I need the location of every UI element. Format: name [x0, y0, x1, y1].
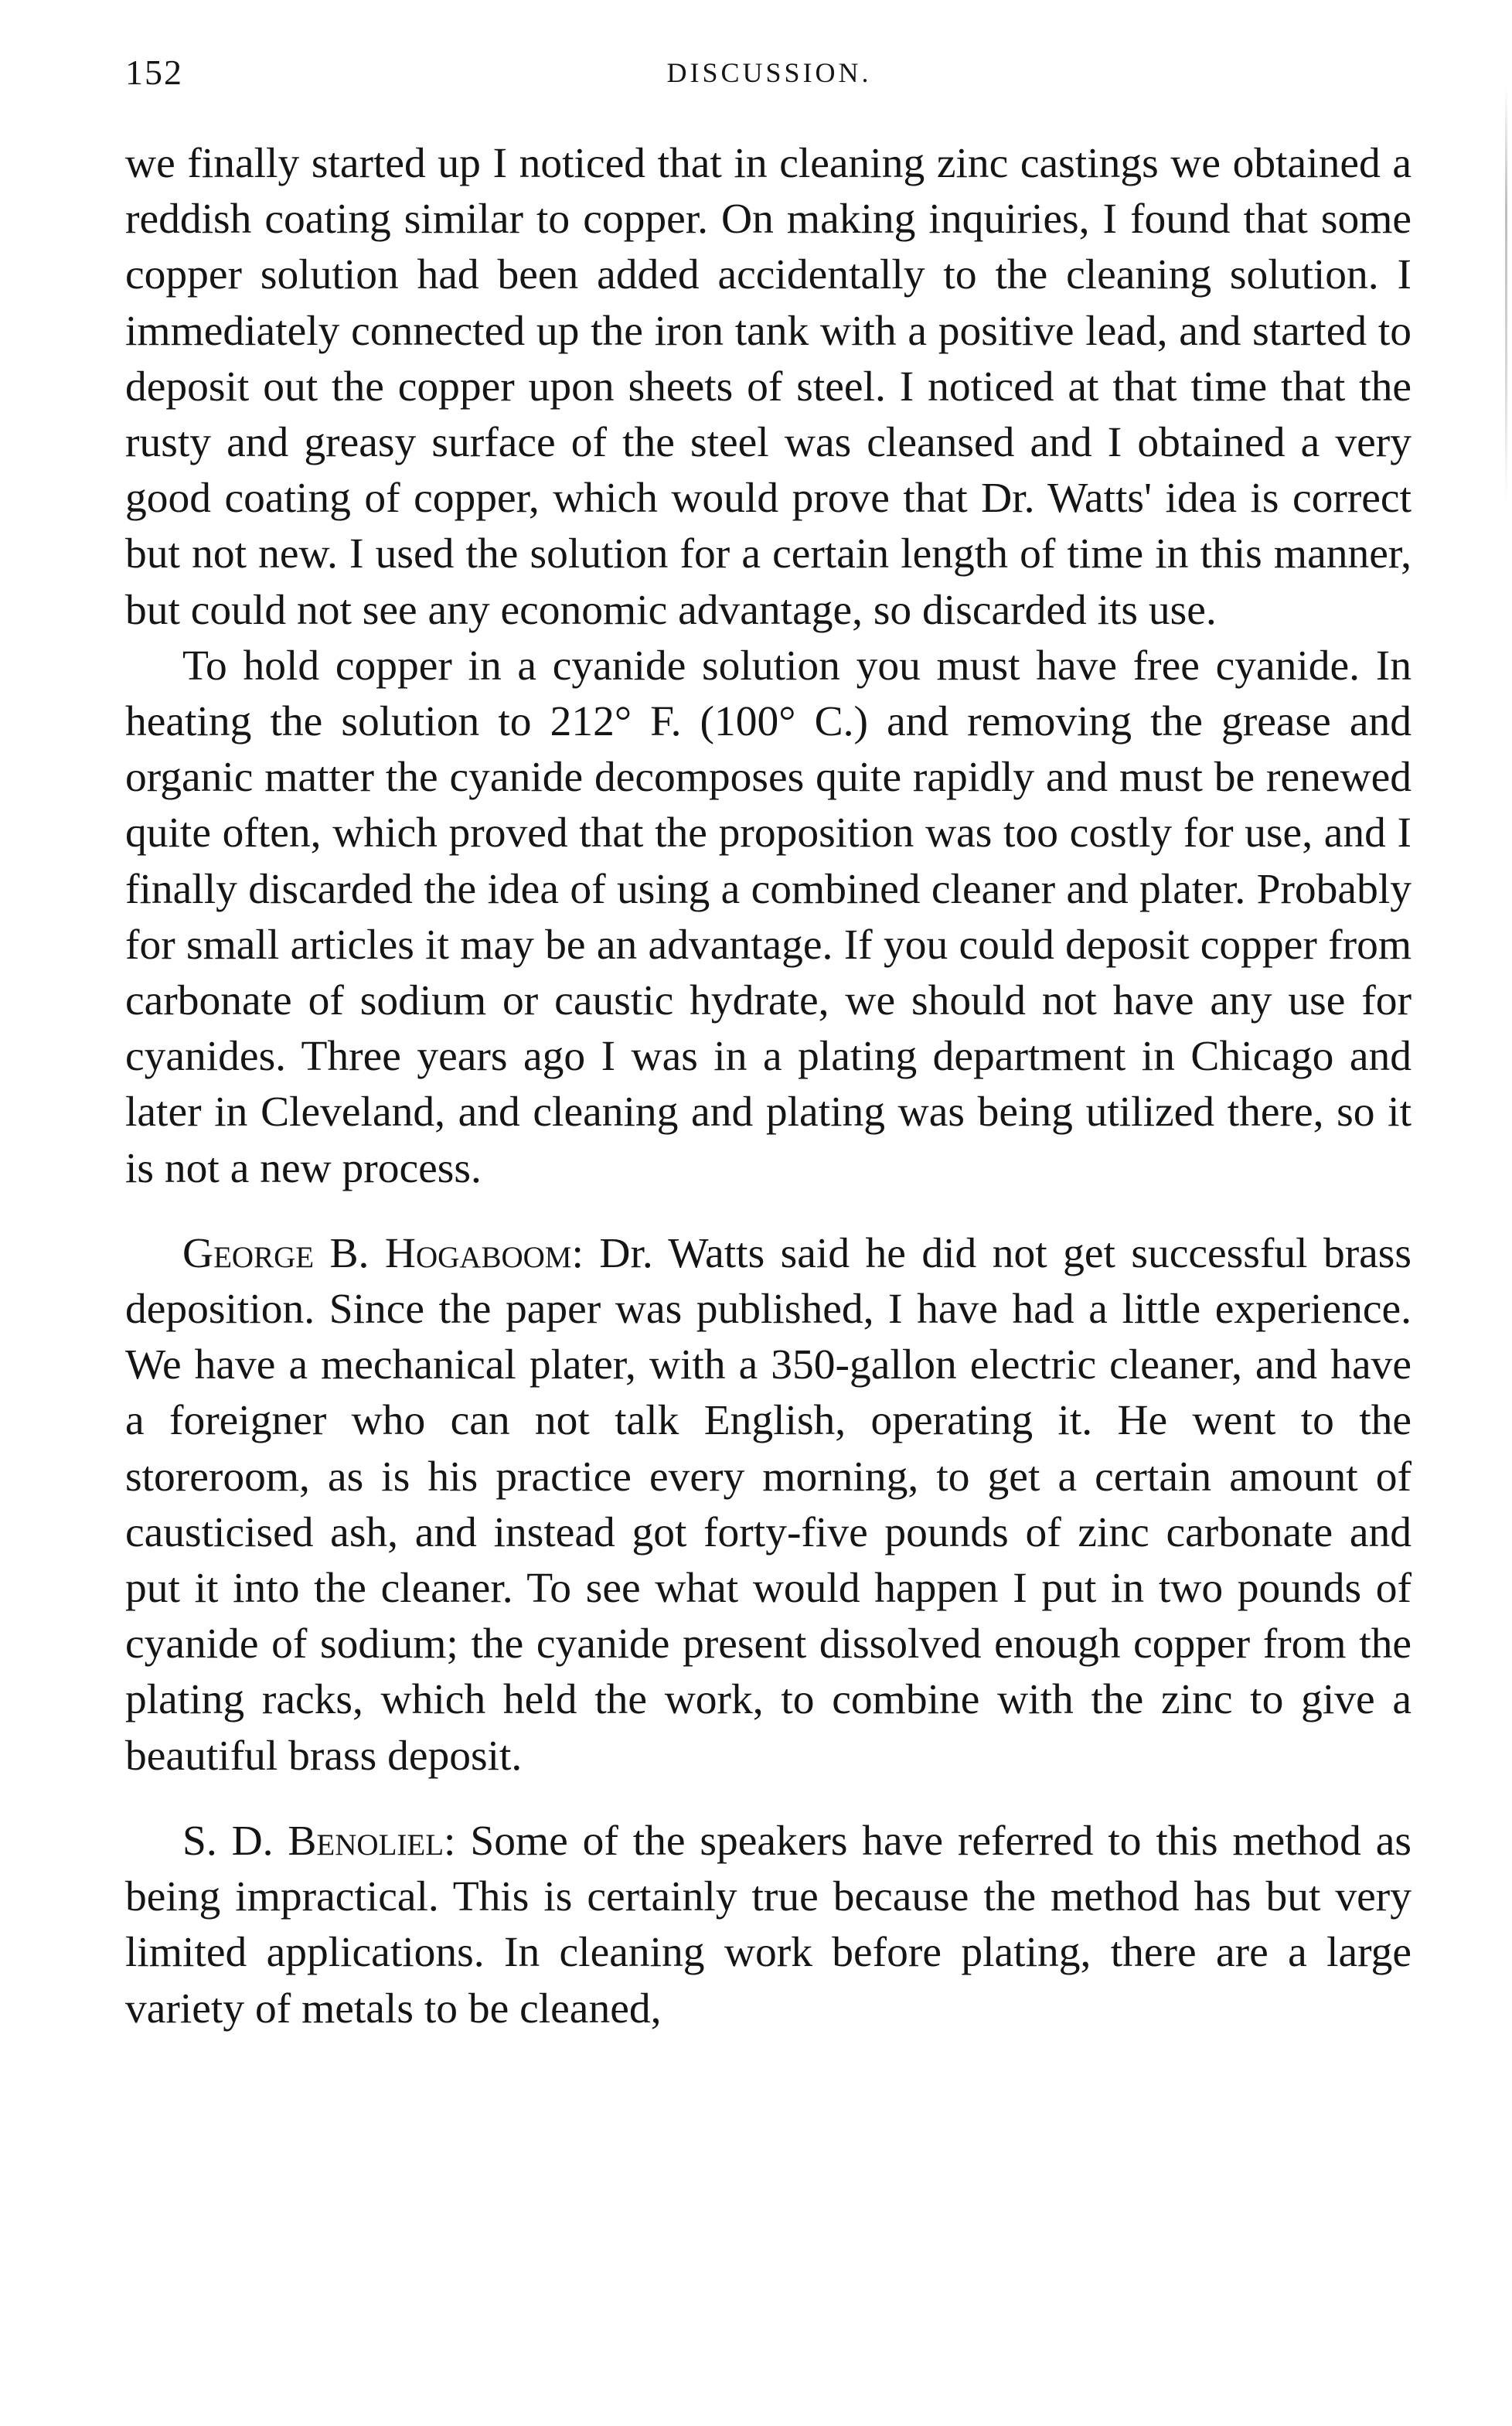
paragraph-hogaboom: [125, 1226, 1412, 1784]
running-title: DISCUSSION.: [666, 57, 872, 88]
speaker-name: S. D. Benoliel: [182, 1817, 444, 1865]
speaker-name: George B. Hogaboom: [182, 1229, 572, 1277]
page-number: 152: [125, 53, 183, 92]
paragraph-text: we finally started up I noticed that in cleaning zinc castings we obtained a reddish coating similar to copper. On making inquiries, I found that some copper solution had been added accidentally to the cleaning solution. I immediately connected up the iron tank with a positive lead, and started to deposit out the copper upon sheets of steel. I noticed at that time that the rusty and greasy surface of the steel was cleansed and I obtained a very good coating of copper, which would prove that Dr. Watts' idea is correct but not new. I used the solution for a certain length of time in this manner, but could not see any economic advantage, so discarded its use.: [125, 140, 1412, 634]
paragraph-cyanide: [125, 639, 1412, 1197]
paragraph-benoliel: [125, 1814, 1412, 2037]
running-head: [125, 49, 1413, 96]
paragraph-text: : Some of the speakers have referred to this method as being impractical. This is certainly true because the method has but very limited applications. In cleaning work before plating, there are a large variety of metals to be cleaned,: [125, 1817, 1412, 2032]
paragraph-text: : Dr. Watts said he did not get successful brass deposition. Since the paper was published, I have had a little experience. We have a mechanical plater, with a 350-gallon electric cleaner, and have a foreigner who can not talk English, operating it. He went to the storeroom, as is his practice every morning, to get a certain amount of causticised ash, and instead got forty-five pounds of zinc carbonate and put it into the cleaner. To see what would happen I put in two pounds of cyanide of sodium; the cyanide present dissolved enough copper from the plating racks, which held the work, to combine with the zinc to give a beautiful brass deposit.: [125, 1229, 1412, 1780]
body-text: [125, 136, 1412, 2037]
paragraph-text: To hold copper in a cyanide solution you must have free cyanide. In heating the solution to 212° F. (100° C.) and removing the grease and organic matter the cyanide decomposes quite rapidly and must be renewed quite often, which proved that the proposition was too costly for use, and I finally discarded the idea of using a combined cleaner and plater. Probably for small articles it may be an advantage. If you could deposit copper from carbonate of sodium or caustic hydrate, we should not have any use for cyanides. Three years ago I was in a plating department in Chicago and later in Cleveland, and cleaning and plating was being utilized there, so it is not a new process.: [125, 642, 1412, 1192]
page-edge-shadow: [1505, 85, 1507, 503]
paragraph-continuation: [125, 136, 1412, 639]
